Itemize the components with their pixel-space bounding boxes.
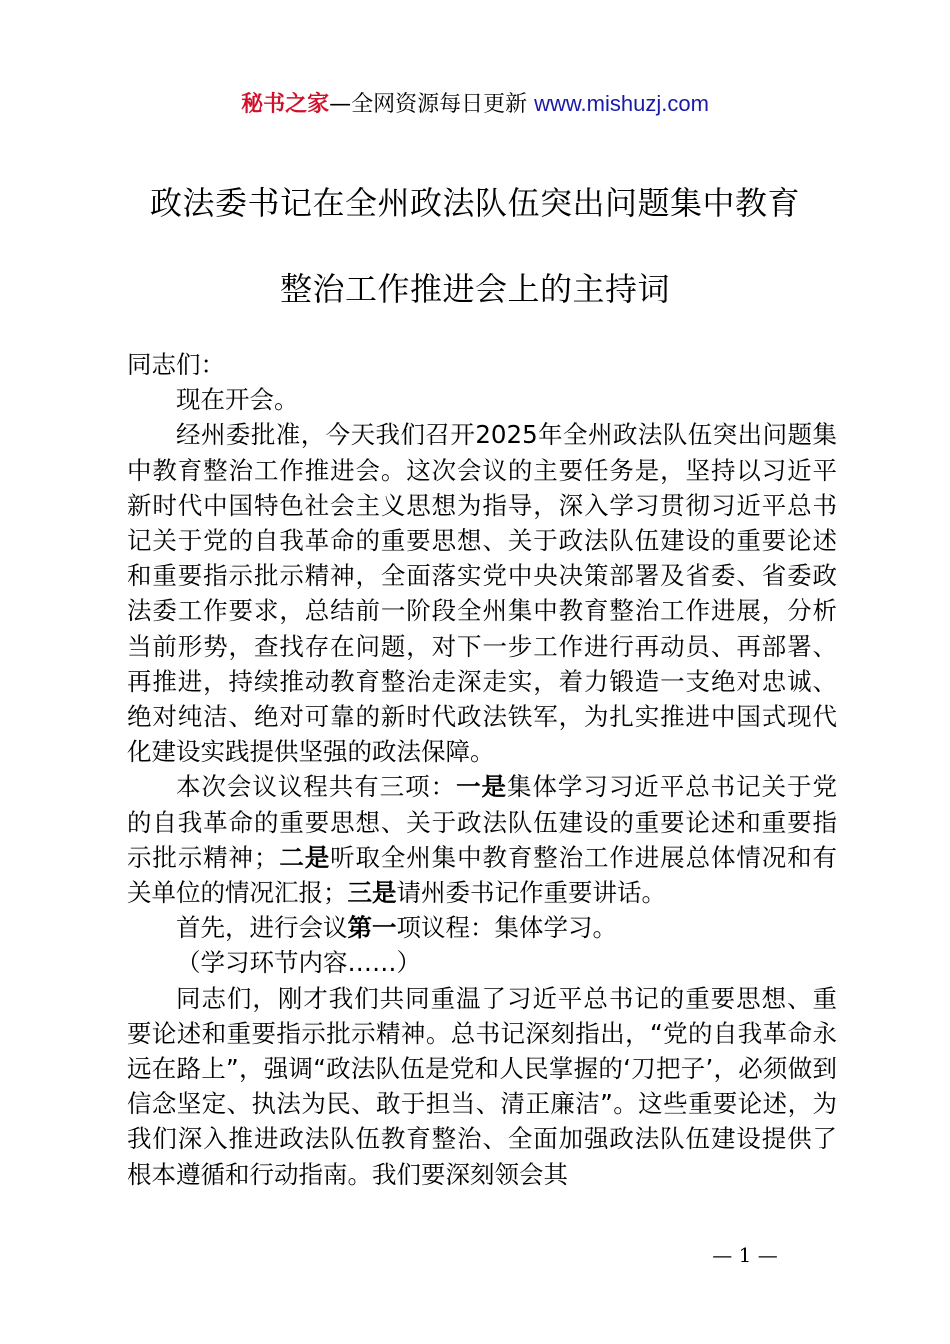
paragraph-opening: 现在开会。 [176,385,299,415]
agenda-item-3-label: 三是 [347,878,397,908]
first-item-after: 项议程：集体学习。 [396,913,617,943]
salutation: 同志们： [127,350,225,379]
agenda-intro: 本次会议议程共有三项： [176,772,457,802]
paragraph-meeting-purpose: 经州委批准，今天我们召开2025年全州政法队伍突出问题集中教育整治工作推进会。这次会议的主要任务是，坚持以习近平新时代中国特色社会主义思想为指导，深入学习贯彻习近平总书记关于党的自我革命的重要思想、关于政法队伍建设的重要论述和重要指示批示精神，全面落实党中央决策部署及省委、省委政法委工作要求，总结前一阶段全州集中教育整治工作进展，分析当前形势，查找存在问题，对下一步工作进行再动员、再部署、再推进，持续推动教育整治走深走实，着力锻造一支绝对忠诚、绝对纯洁、绝对可靠的新时代政法铁军，为扎实推进中国式现代化建设实践提供坚强的政法保障。 [127,420,837,767]
paragraph-study-summary: 同志们，刚才我们共同重温了习近平总书记的重要思想、重要论述和重要指示批示精神。总书记深刻指出，“党的自我革命永远在路上”，强调“政法队伍是党和人民掌握的‘刀把子’，必须做到信念坚定、执法为民、敢于担当、清正廉洁”。这些重要论述，为我们深入推进政法队伍教育整治、全面加强政法队伍建设提供了根本遵循和行动指南。我们要深刻领会其 [127,983,837,1189]
site-header [0,86,950,123]
document-body [127,347,837,1192]
agenda-item-3-text: 请州委书记作重要讲话。 [396,878,666,908]
site-url-link[interactable]: www.mishuzj.com [534,91,709,116]
document-title [60,160,890,332]
agenda-item-1-label: 一是 [456,772,507,802]
paragraph-first-item [127,910,837,945]
first-item-before: 首先，进行会议 [176,913,348,943]
paragraph-study-placeholder: （学习环节内容……） [176,948,421,978]
title-line-2: 整治工作推进会上的主持词 [279,270,670,308]
agenda-item-2-text: 听取全州集中教育整治工作进展总体情况和有关单位的情况汇报； [127,842,838,908]
paragraph-agenda [127,769,837,910]
agenda-item-2-label: 二是 [278,842,331,872]
page-number: — 1 — [712,1243,778,1267]
agenda-item-1-text: 集体学习习近平总书记关于党的自我革命的重要思想、关于政法队伍建设的重要论述和重要指示批示精神； [127,772,838,872]
brand-name: 秘书之家 [241,92,330,117]
first-item-bold: 第一 [347,913,397,943]
title-line-1: 政法委书记在全州政法队伍突出问题集中教育 [149,184,800,222]
site-slogan: —全网资源每日更新 [329,92,528,117]
